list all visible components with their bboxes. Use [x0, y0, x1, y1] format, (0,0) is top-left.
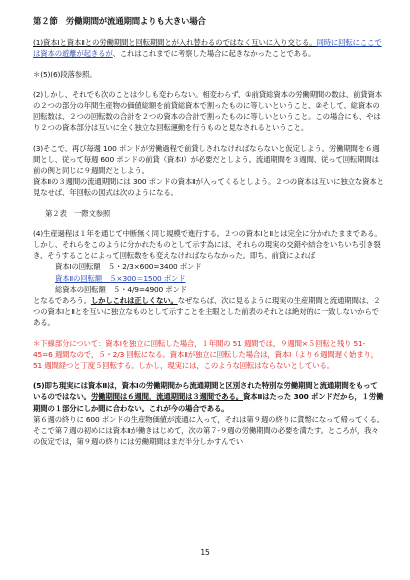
paragraph-1-rest: 、これはこれまでに考察した場合に起きなかったことである。 — [112, 49, 316, 59]
paragraph-1 — [33, 37, 384, 59]
paragraph-5-bold-2: 資本Ⅱはたった 300 ポンドだから，１労働期間の１部分にしか間に合わない。これが今の場合である。 — [33, 392, 384, 413]
paragraph-3-text: (3)そこで、再び毎週 100 ポンドが労働過程で前貸しされなければならないと仮定しよう。労働期間を６週間とし、従って毎週 600 ポンドの前貸（資本Ⅰ）が必要だとしよう。流通期間を３週間、従って回転期間は前の例と同じに９週間だとしよう。 — [33, 143, 380, 176]
paragraph-4-emphasis: しかしこれは正しくない。 — [90, 296, 178, 306]
paragraph-4-lead: となるであろう。 — [33, 296, 91, 306]
paragraph-4: (4)生産過程は１年を通じて中断無く同じ規模で進行する。２つの資本ⅠとⅡとは完全に分かれたままである。しかし、それらをこのように分かれたものとして示す為には、それらの現実の交錯や結合をいちいち引き裂き、そうすることによって回転数をも変えなければならなかった。即ち、前貸によれば — [33, 228, 382, 261]
table-reference: 第２表 一際文参照 — [45, 208, 111, 218]
paragraph-1-underlined: (1)資本Ⅰと資本Ⅱとの労働期間と回転期間とが入れ替わるのではなく互いに入り交じる。 — [33, 38, 317, 48]
paragraph-4-rest: なぜならば、次に見るように現実の生産期間と流通期間は、２つの資本ⅠとⅡとを互いに独立なものとして示すことを主眼とした前表のそれとは絶対的に一致しないからである。 — [33, 296, 381, 328]
paragraph-5-emphasis: 労働期間は６週間，流通期間は３週間である。 — [90, 392, 243, 402]
paragraph-1-blue-underlined: 同時に回転にここでは資本の遊離が起きるが — [33, 38, 382, 59]
section-heading: 第２節 労働期間が流通期間よりも大きい場合 — [33, 16, 206, 26]
formula-capital-2: 資本Ⅱの回転額 ５×300＝1500 ポンド — [55, 273, 186, 283]
paragraph-5-rest: 第６週の終りに 600 ポンドの生産物価値が流通に入って，それは第９週の終りに貨幣になって帰ってくる。そこで第７週の初めには資本Ⅱが働きはじめて，次の第７-９週の労働期間の必要を満たす。ところが，我々の仮定では，第９週の終りには労働期間はまだ半分しかすんでい — [33, 414, 384, 447]
paragraph-3 — [33, 143, 384, 199]
paragraph-4-continued — [33, 295, 384, 329]
formula-capital-1: 資本Ⅰの回転額 ５・2/3×600=3400 ポンド — [55, 262, 202, 272]
page-number: 15 — [200, 547, 210, 557]
formula-total-capital: 総資本の回転額 ５・4/9=4900 ポンド — [55, 284, 188, 294]
paragraph-3-text-2: 資本Ⅱの３週間の流通期間には 300 ポンドの資本Ⅱが入ってくるとしよう。２つの資本は互いに独立な資本と見なせば、年回転の図式は次のようになる。 — [33, 177, 384, 198]
paragraph-5 — [33, 380, 384, 447]
note-1: ＊(5)(6)段落参照。 — [33, 69, 97, 79]
red-annotation: ＊下線部分について：資本Ⅰを独立に回転した場合，１年間の 51 週間では，９週間×５回転と残り 51-45=6 週間なので，５・2/3 回転になる。資本Ⅱが独立に回転した場合は，資本Ⅰ（より６週間遅く始まり，51 週間経つと丁度５回転する。しかし，現実には，このような回転はならないとしている。 — [33, 338, 379, 371]
paragraph-2: (2)しかし、それでも次のことは少しも変わらない。相変わらず、①前貸総資本の労働期間の数は、前貸資本の２つの部分の年間生産物の価値総額を前貸総資本で割ったものに等しいということ、②そして、総資本の回転数は、２つの回転数の合計を２つの資本の合計で割ったものに等しいということ。この場合にも、やはり２つの資本部分は互いに全く独立な回転運動を行うものと見なされるということ。 — [33, 89, 382, 133]
paragraph-5-bold: (5)即ち現実には資本Ⅱは，資本Ⅰの労働期間から流通期間と区別された特別な労働期間と流通期間をもっているのではない。 — [33, 381, 378, 402]
